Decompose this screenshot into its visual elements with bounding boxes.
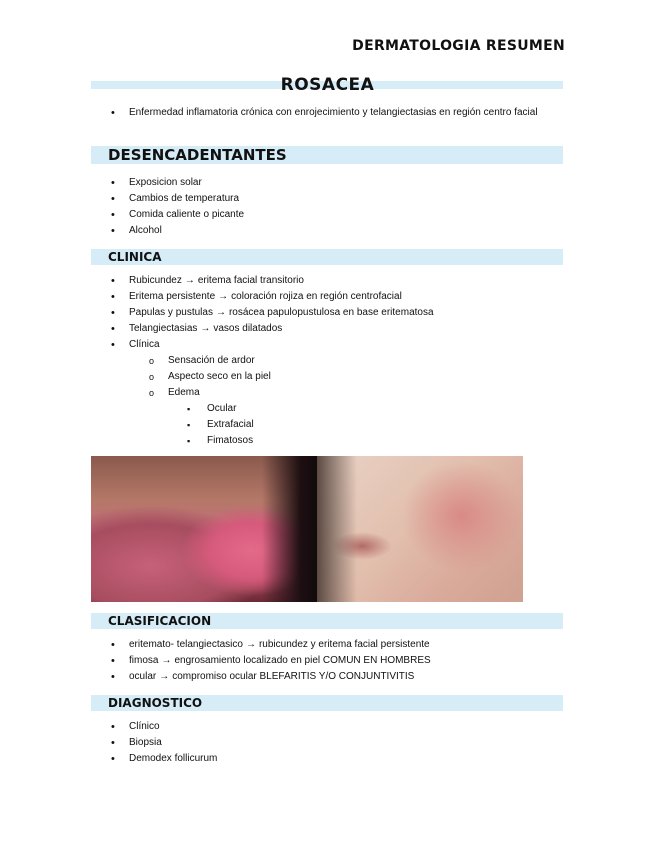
sub-sub-list-item: ▪ Fimatosos: [91, 433, 563, 449]
diagnostico-list: [91, 719, 563, 767]
list-item: • Enfermedad inflamatoria crónica con enrojecimiento y telangiectasias en región centro facial: [91, 105, 563, 121]
page-title: ROSACEA: [280, 75, 375, 95]
section-heading-desencadenantes: DESENCADENTANTES: [91, 146, 563, 164]
sub-sub-list-item: ▪ Ocular: [91, 401, 563, 417]
list-item: • eritemato- telangiectasico → rubicundez y eritema facial persistente: [91, 637, 563, 653]
arrow-icon: →: [184, 275, 195, 286]
sub-list-item: o Sensación de ardor: [91, 353, 563, 369]
section-heading-clasificacion: CLASIFICACION: [91, 613, 563, 629]
sub-list-item: o Edema: [91, 385, 563, 401]
list-item: • fimosa → engrosamiento localizado en piel COMUN EN HOMBRES: [91, 653, 563, 669]
arrow-icon: →: [218, 291, 229, 302]
arrow-icon: →: [159, 671, 170, 682]
list-item: • Cambios de temperatura: [91, 191, 563, 207]
list-item: • Comida caliente o picante: [91, 207, 563, 223]
section-heading-diagnostico: DIAGNOSTICO: [91, 695, 563, 711]
clasificacion-list: [91, 637, 563, 685]
arrow-icon: →: [200, 323, 211, 334]
list-item: • Clínico: [91, 719, 563, 735]
list-item: • Rubicundez → eritema facial transitorio: [91, 273, 563, 289]
sub-list-item: o Aspecto seco en la piel: [91, 369, 563, 385]
list-item: • Exposicion solar: [91, 175, 563, 191]
list-item: • Biopsia: [91, 735, 563, 751]
list-item: • Papulas y pustulas → rosácea papulopustulosa en base eritematosa: [91, 305, 563, 321]
list-item: • Telangiectasias → vasos dilatados: [91, 321, 563, 337]
sub-sub-list-item: ▪ Extrafacial: [91, 417, 563, 433]
section-heading-clinica: CLINICA: [91, 249, 563, 265]
clinica-list: [91, 273, 563, 449]
intro-list: [91, 105, 563, 121]
list-item: • Eritema persistente → coloración rojiza en región centrofacial: [91, 289, 563, 305]
arrow-icon: →: [161, 655, 172, 666]
desencadenantes-list: [91, 175, 563, 239]
list-item: • Alcohol: [91, 223, 563, 239]
list-item: • Clínica: [91, 337, 563, 353]
rosacea-photo-cheek: [317, 456, 523, 602]
list-item: • Demodex follicurum: [91, 751, 563, 767]
arrow-icon: →: [215, 307, 226, 318]
rosacea-photo-nose: [91, 456, 317, 602]
arrow-icon: →: [245, 639, 256, 650]
list-item: • ocular → compromiso ocular BLEFARITIS Y/O CONJUNTIVITIS: [91, 669, 563, 685]
document-header: DERMATOLOGIA RESUMEN: [352, 38, 565, 54]
